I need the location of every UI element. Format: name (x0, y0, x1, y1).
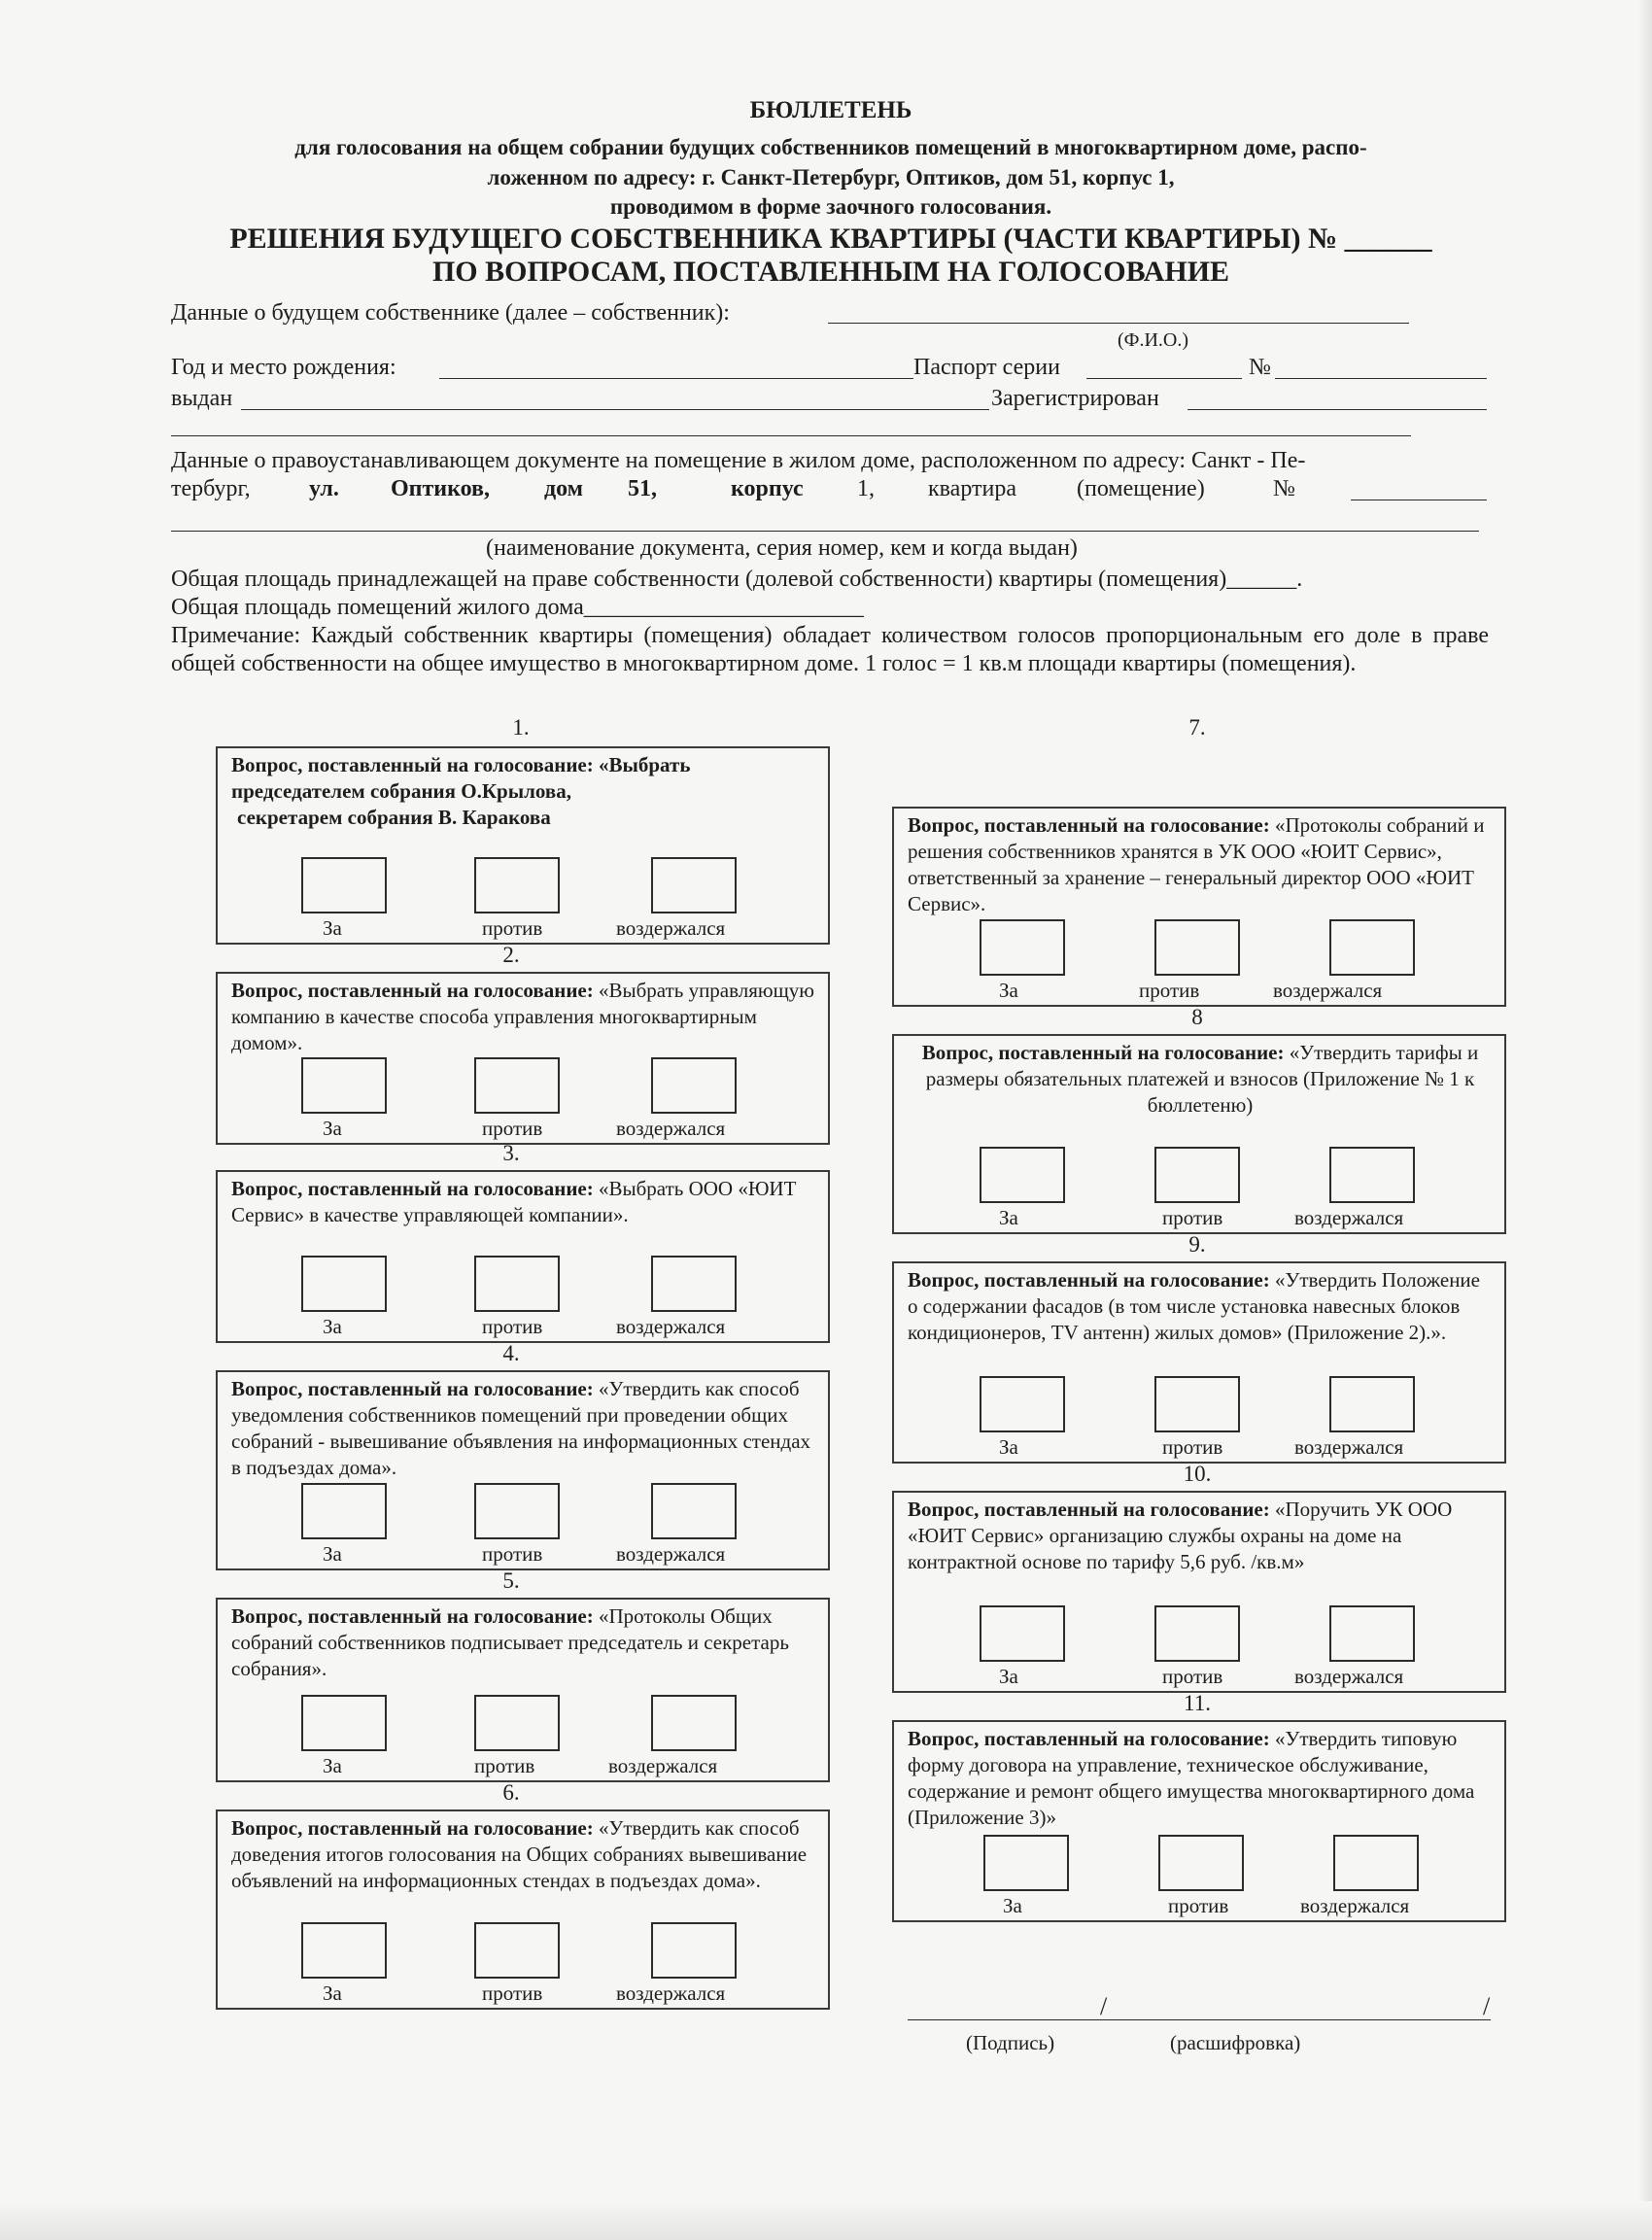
vote-abstain-label-6: воздержался (616, 1982, 726, 2005)
question-box-5 (216, 1598, 830, 1782)
vote-for-checkbox-11[interactable] (983, 1835, 1069, 1891)
vote-for-label-7: За (999, 979, 1018, 1002)
vote-abstain-checkbox-2[interactable] (651, 1057, 737, 1114)
question-lead-6: Вопрос, поставленный на голосование: (231, 1816, 594, 1840)
question-text-7 (908, 812, 1493, 917)
vote-abstain-label-4: воздержался (616, 1542, 726, 1566)
registered-label: Зарегистрирован (991, 386, 1159, 411)
passport-label: Паспорт серии (913, 355, 1060, 380)
vote-abstain-label-10: воздержался (1294, 1665, 1404, 1688)
vote-abstain-label-1: воздержался (616, 916, 726, 940)
vote-for-checkbox-8[interactable] (980, 1147, 1065, 1203)
vote-abstain-label-9: воздержался (1294, 1435, 1404, 1459)
ballot-subtitle-line2: ложенном по адресу: г. Санкт-Петербург, Оптиков, дом 51, корпус 1, (487, 165, 1175, 190)
vote-against-label-7: против (1139, 979, 1200, 1002)
vote-for-checkbox-3[interactable] (301, 1256, 387, 1312)
question-lead-5: Вопрос, поставленный на голосование: (231, 1604, 594, 1628)
registered-field[interactable] (1187, 409, 1487, 410)
fio-caption: (Ф.И.О.) (1118, 329, 1189, 351)
vote-against-checkbox-3[interactable] (474, 1256, 560, 1312)
passport-number-field[interactable] (1275, 378, 1487, 379)
question-body-11: «Утвердить типовую форму договора на управление, техническое обслуживание, содержание и ремонт общего имущества многоквартирного дома (Приложение 3)» (908, 1727, 1475, 1829)
question-lead-10: Вопрос, поставленный на голосование: (908, 1498, 1270, 1521)
vote-abstain-label-3: воздержался (616, 1315, 726, 1338)
vote-against-label-11: против (1168, 1894, 1229, 1917)
vote-for-label-10: За (999, 1665, 1018, 1688)
scan-bottom-shadow (0, 2201, 1652, 2240)
question-body-2: «Выбрать управляющую компанию в качестве способа управления многоквартирным домом». (231, 979, 814, 1054)
question-box-4 (216, 1370, 830, 1570)
issued-field[interactable] (241, 409, 989, 410)
signature-line[interactable] (908, 2019, 1491, 2020)
vote-against-checkbox-8[interactable] (1154, 1147, 1240, 1203)
issued-label: выдан (171, 386, 233, 411)
question-box-11 (892, 1720, 1506, 1922)
question-lead-7: Вопрос, поставленный на голосование: (908, 813, 1270, 837)
vote-abstain-label-11: воздержался (1300, 1894, 1410, 1917)
question-lead-4: Вопрос, поставленный на голосование: (231, 1377, 594, 1400)
question-lead-3: Вопрос, поставленный на голосование: (231, 1177, 594, 1200)
question-number-8: 8 (1191, 1005, 1203, 1029)
vote-against-label-5: против (474, 1754, 535, 1777)
ballot-subtitle-line3: проводимом в форме заочного голосования. (609, 194, 1052, 219)
signature-slash-1: / (1100, 1992, 1108, 2020)
vote-against-checkbox-1[interactable] (474, 857, 560, 913)
vote-abstain-checkbox-3[interactable] (651, 1256, 737, 1312)
owner-data-label: Данные о будущем собственнике (далее – собственник): (171, 300, 730, 326)
question-text-1 (231, 752, 816, 831)
vote-against-label-3: против (482, 1315, 543, 1338)
question-text-2 (231, 978, 816, 1056)
vote-abstain-checkbox-4[interactable] (651, 1483, 737, 1539)
vote-against-label-9: против (1162, 1435, 1223, 1459)
question-lead-9: Вопрос, поставленный на голосование: (908, 1268, 1270, 1292)
doc-word-f: корпус (731, 476, 804, 501)
question-lead-2: Вопрос, поставленный на голосование: (231, 979, 594, 1002)
vote-against-checkbox-5[interactable] (474, 1695, 560, 1751)
vote-for-checkbox-9[interactable] (980, 1376, 1065, 1432)
question-number-9: 9. (1188, 1232, 1206, 1257)
question-number-3: 3. (502, 1141, 520, 1165)
vote-abstain-checkbox-9[interactable] (1329, 1376, 1415, 1432)
question-text-5 (231, 1603, 816, 1682)
question-number-7: 7. (1188, 715, 1206, 740)
question-body-1: секретарем собрания В. Каракова (237, 806, 551, 829)
question-number-11: 11. (1184, 1691, 1211, 1715)
vote-against-label-1: против (482, 916, 543, 940)
vote-for-label-4: За (323, 1542, 342, 1566)
scan-edge-shadow (1638, 0, 1652, 2240)
vote-against-checkbox-9[interactable] (1154, 1376, 1240, 1432)
vote-abstain-checkbox-10[interactable] (1329, 1605, 1415, 1662)
vote-against-checkbox-11[interactable] (1158, 1835, 1244, 1891)
question-box-9 (892, 1261, 1506, 1464)
vote-abstain-checkbox-7[interactable] (1329, 919, 1415, 976)
vote-for-checkbox-6[interactable] (301, 1922, 387, 1979)
vote-for-label-1: За (323, 916, 342, 940)
question-lead-8: Вопрос, поставленный на голосование: (921, 1041, 1285, 1064)
vote-against-label-2: против (482, 1117, 543, 1140)
doc-word-h: квартира (928, 476, 1016, 501)
vote-for-checkbox-7[interactable] (980, 919, 1065, 976)
question-body-9: «Утвердить Положение о содержании фасадов (в том числе установка навесных блоков кондиционеров, TV антенн) жилых домов» (Приложение 2).». (908, 1268, 1480, 1344)
question-text-3 (231, 1176, 816, 1228)
doc-word-c: Оптиков, (391, 476, 490, 501)
area-living-line: Общая площадь помещений жилого дома________________________ (171, 595, 864, 620)
question-body-4: «Утвердить как способ уведомления собственников помещений при проведении общих собраний - вывешивание объявления на информационных стендах в подъездах дома». (231, 1377, 811, 1479)
vote-for-label-5: За (323, 1754, 342, 1777)
question-body-6: «Утвердить как способ доведения итогов голосования на Общих собраниях вывешивание объявлений на информационных стендах в подъездах дома». (231, 1816, 808, 1892)
vote-abstain-checkbox-5[interactable] (651, 1695, 737, 1751)
question-box-3 (216, 1170, 830, 1343)
birth-field[interactable] (439, 378, 913, 379)
area-owned-line: Общая площадь принадлежащей на праве собственности (долевой собственности) квартиры (помещения)______. (171, 567, 1303, 592)
question-text-4 (231, 1376, 816, 1481)
vote-against-label-8: против (1162, 1206, 1223, 1229)
vote-abstain-label-5: воздержался (608, 1754, 718, 1777)
vote-abstain-label-8: воздержался (1294, 1206, 1404, 1229)
question-text-10 (908, 1497, 1493, 1575)
vote-abstain-checkbox-11[interactable] (1333, 1835, 1419, 1891)
doc-word-i: (помещение) (1077, 476, 1205, 501)
vote-against-checkbox-10[interactable] (1154, 1605, 1240, 1662)
vote-against-label-10: против (1162, 1665, 1223, 1688)
signature-caption: (Подпись) (966, 2031, 1055, 2054)
question-body-5: «Протоколы Общих собраний собственников подписывает председатель и секретарь собрания». (231, 1604, 789, 1680)
question-body-10: «Поручить УК ООО «ЮИТ Сервис» организацию службы охраны на доме на контрактной основе по тарифу 5,6 руб. /кв.м» (908, 1498, 1453, 1573)
doc-word-d: дом (544, 476, 584, 501)
question-number-10: 10. (1183, 1462, 1212, 1486)
vote-for-label-8: За (999, 1206, 1018, 1229)
vote-for-checkbox-5[interactable] (301, 1695, 387, 1751)
document-details-field[interactable] (171, 531, 1479, 532)
question-number-1: 1. (512, 715, 530, 740)
passport-number-label: № (1249, 355, 1271, 380)
question-number-6: 6. (502, 1780, 520, 1805)
vote-for-label-3: За (323, 1315, 342, 1338)
registered-field-continued[interactable] (171, 435, 1411, 436)
vote-abstain-checkbox-1[interactable] (651, 857, 737, 913)
vote-for-checkbox-1[interactable] (301, 857, 387, 913)
question-box-10 (892, 1491, 1506, 1693)
signature-slash-2: / (1483, 1992, 1491, 2020)
document-caption: (наименование документа, серия номер, кем и когда выдан) (486, 535, 1078, 561)
question-text-8 (908, 1040, 1493, 1119)
vote-against-label-4: против (482, 1542, 543, 1566)
vote-abstain-checkbox-8[interactable] (1329, 1147, 1415, 1203)
decision-heading-line1: РЕШЕНИЯ БУДУЩЕГО СОБСТВЕННИКА КВАРТИРЫ (ЧАСТИ КВАРТИРЫ) № ______ (229, 223, 1432, 255)
question-text-6 (231, 1815, 816, 1894)
vote-for-label-9: За (999, 1435, 1018, 1459)
question-body-8: «Утвердить тарифы и размеры обязательных платежей и взносов (Приложение № 1 к бюллетеню) (925, 1041, 1479, 1117)
question-box-6 (216, 1809, 830, 2010)
birth-label: Год и место рождения: (171, 355, 396, 380)
doc-word-e: 51, (628, 476, 657, 501)
passport-series-field[interactable] (1086, 378, 1242, 379)
vote-abstain-label-7: воздержался (1273, 979, 1383, 1002)
question-number-5: 5. (502, 1568, 520, 1593)
vote-against-checkbox-2[interactable] (474, 1057, 560, 1114)
vote-against-checkbox-4[interactable] (474, 1483, 560, 1539)
doc-word-a: тербург, (171, 476, 251, 501)
question-box-7 (892, 807, 1506, 1007)
vote-abstain-label-2: воздержался (616, 1117, 726, 1140)
vote-for-label-2: За (323, 1117, 342, 1140)
question-lead-1: Вопрос, поставленный на голосование: «Выбрать председателем собрания О.Крылова, (231, 753, 691, 803)
owner-name-field[interactable] (828, 323, 1409, 324)
vote-against-checkbox-7[interactable] (1154, 919, 1240, 976)
question-body-7: «Протоколы собраний и решения собственников хранятся в УК ООО «ЮИТ Сервис», ответственный за хранение – генеральный директор ООО «ЮИТ Сервис». (908, 813, 1485, 915)
question-box-1 (216, 746, 830, 945)
question-body-3: «Выбрать ООО «ЮИТ Сервис» в качестве управляющей компании». (231, 1177, 797, 1226)
ballot-subtitle-line1: для голосования на общем собрании будущих собственников помещений в многоквартирном доме, распо- (294, 135, 1367, 159)
question-box-8 (892, 1034, 1506, 1234)
question-box-2 (216, 972, 830, 1145)
question-number-4: 4. (502, 1341, 520, 1365)
vote-for-checkbox-4[interactable] (301, 1483, 387, 1539)
question-number-2: 2. (502, 943, 520, 967)
vote-against-label-6: против (482, 1982, 543, 2005)
vote-for-label-11: За (1003, 1894, 1022, 1917)
decision-heading-line2: ПО ВОПРОСАМ, ПОСТАВЛЕННЫМ НА ГОЛОСОВАНИЕ (431, 256, 1230, 288)
vote-for-checkbox-2[interactable] (301, 1057, 387, 1114)
question-lead-11: Вопрос, поставленный на голосование: (908, 1727, 1270, 1750)
doc-word-g: 1, (857, 476, 875, 501)
decode-caption: (расшифровка) (1170, 2031, 1301, 2054)
doc-word-b: ул. (309, 476, 339, 501)
vote-for-label-6: За (323, 1982, 342, 2005)
vote-abstain-checkbox-6[interactable] (651, 1922, 737, 1979)
vote-for-checkbox-10[interactable] (980, 1605, 1065, 1662)
question-text-11 (908, 1726, 1493, 1831)
votes-note: Примечание: Каждый собственник квартиры (помещения) обладает количеством голосов пропорциональным его доле в праве общей собственности на общее имущество в многоквартирном доме. 1 голос = 1 кв.м площади квартиры (помещения). (171, 623, 1489, 676)
doc-word-j: № (1273, 476, 1295, 501)
question-text-9 (908, 1267, 1493, 1346)
ballot-title: БЮЛЛЕТЕНЬ (749, 97, 912, 123)
document-line1: Данные о правоустанавливающем документе на помещение в жилом доме, расположенном по адресу: Санкт - Пе- (171, 448, 1306, 473)
vote-against-checkbox-6[interactable] (474, 1922, 560, 1979)
